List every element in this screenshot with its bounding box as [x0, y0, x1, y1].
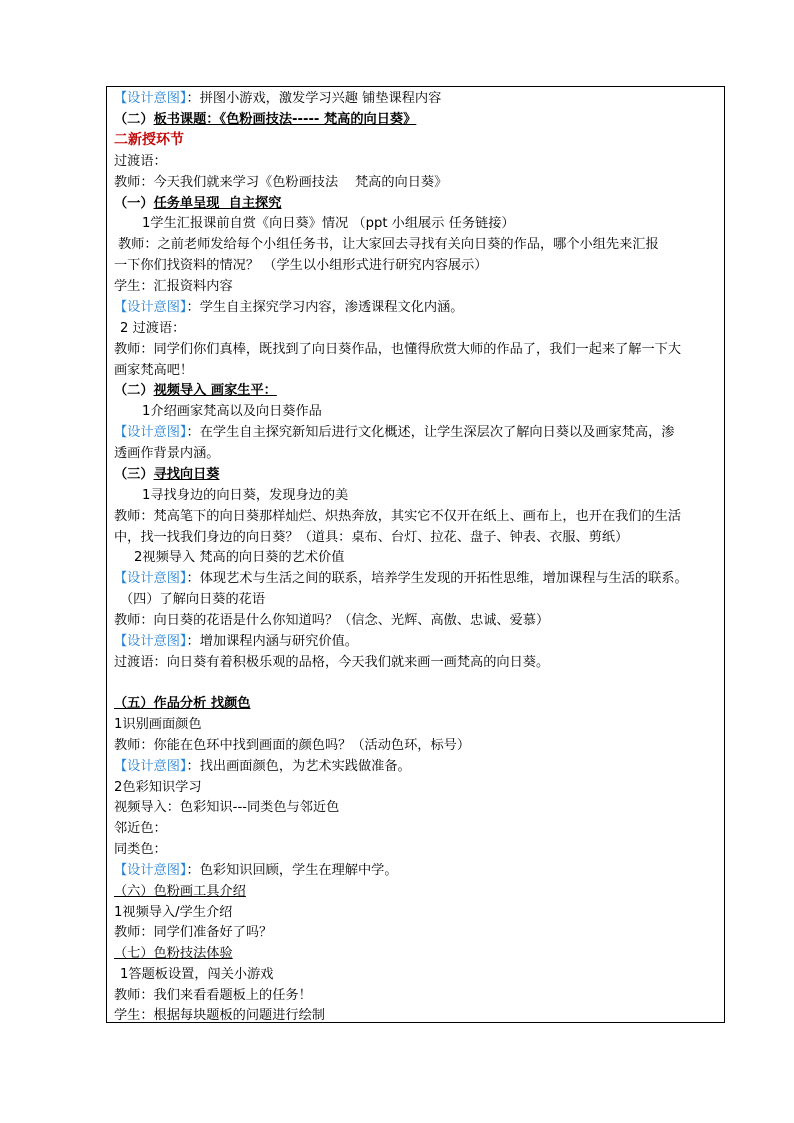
step-line: 2视频导入 梵高的向日葵的艺术价值 [134, 550, 345, 565]
design-intent-tag: 【设计意图】 [114, 425, 187, 440]
teacher-line: 教师：同学们准备好了吗？ [114, 925, 273, 940]
step-line: 1学生汇报课前自赏《向日葵》情况 （ppt 小组展示 任务链接） [142, 216, 515, 231]
student-line: 学生：根据每块题板的问题进行绘制 [114, 1008, 325, 1023]
section-number: （二） [114, 112, 154, 127]
teacher-line: 教师：之前老师发给每个小组任务书，让大家回去寻找有关向日葵的作品，哪个小组先来汇报 [118, 237, 659, 252]
design-intent-tag: 【设计意图】 [114, 571, 187, 586]
text: ：找出画面颜色，为艺术实践做准备。 [186, 759, 411, 774]
design-intent-line-6 [114, 756, 411, 777]
step-line: 1识别画面颜色 [114, 717, 202, 732]
text: ：增加课程内涵与研究价值。 [186, 634, 358, 649]
subsection-heading-analysis: （五）作品分析 找颜色 [114, 696, 251, 711]
step-line: 1答题板设置，闯关小游戏 [120, 967, 274, 982]
subsection-title: 任务单呈现 自主探究 [153, 196, 282, 211]
teacher-line: 教师：今天我们就来学习《色粉画技法 梵高的向日葵》 [114, 175, 448, 190]
teacher-line: 教师：我们来看看题板上的任务！ [114, 988, 312, 1003]
design-intent-tag: 【设计意图】 [114, 634, 187, 649]
body-line: 一下你们找资料的情况？ （学生以小组形式进行研究内容展示） [114, 258, 488, 273]
design-intent-tag: 【设计意图】 [114, 300, 187, 315]
section-heading-new-teaching: 二新授环节 [114, 132, 184, 148]
text: ：体现艺术与生活之间的联系，培养学生发现的开拓性思维，增加课程与生活的联系。 [186, 571, 688, 586]
text: ：在学生自主探究新知后进行文化概述，让学生深层次了解向日葵以及画家梵高，渗 [186, 425, 675, 440]
step-line: 1介绍画家梵高以及向日葵作品 [142, 404, 322, 419]
subsection-heading-find [114, 464, 220, 485]
design-intent-line-1 [114, 88, 441, 109]
teacher-line: 教师：你能在色环中找到画面的颜色吗？（活动色环，标号） [114, 738, 471, 753]
subsection-heading-technique: （七）色粉技法体验 [114, 946, 233, 961]
teacher-line: 教师：向日葵的花语是什么你知道吗？（信念、光辉、高傲、忠诚、爱慕） [114, 613, 550, 628]
text: ：学生自主探究学习内容，渗透课程文化内涵。 [186, 300, 464, 315]
transition-line: 过渡语：向日葵有着积极乐观的品格，今天我们就来画一画梵高的向日葵。 [114, 655, 550, 670]
body-line: 中，找一找我们身边的向日葵？（道具：桌布、台灯、拉花、盘子、钟表、衣服、剪纸） [114, 530, 629, 545]
section-number: （二） [114, 383, 154, 398]
subsection-heading-video [114, 380, 277, 401]
teacher-line: 教师：同学们你们真棒，既找到了向日葵作品，也懂得欣赏大师的作品了，我们一起来了解一下大 [114, 342, 682, 357]
transition-label: 过渡语： [114, 154, 167, 169]
transition-line: 2 过渡语： [120, 321, 186, 336]
teacher-line: 教师：梵高笔下的向日葵那样灿烂、炽热奔放，其实它不仅开在纸上、画布上，也开在我们的生活 [114, 509, 682, 524]
design-intent-tag: 【设计意图】 [114, 863, 187, 878]
body-line: 透画作背景内涵。 [114, 446, 220, 461]
design-intent-line-7 [114, 860, 398, 881]
subsection-heading-task-sheet [114, 193, 281, 214]
text: ：拼图小游戏，激发学习兴趣 铺垫课程内容 [186, 91, 442, 106]
section-number: （三） [114, 467, 154, 482]
step-line: 1寻找身边的向日葵，发现身边的美 [142, 488, 349, 503]
body-line: 画家梵高吧！ [114, 363, 194, 378]
board-title-line [114, 109, 416, 130]
video-line: 视频导入：色彩知识---同类色与邻近色 [114, 800, 340, 815]
subsection-heading-flower-language: （四）了解向日葵的花语 [120, 592, 266, 607]
step-line: 2色彩知识学习 [114, 780, 202, 795]
subsection-heading-tools: （六）色粉画工具介绍 [114, 884, 246, 899]
design-intent-line-5 [114, 631, 358, 652]
subsection-title: 寻找向日葵 [153, 467, 220, 482]
adjacent-color-label: 邻近色： [114, 821, 167, 836]
board-title: 板书课题：《色粉画技法----- 梵高的向日葵》 [153, 112, 417, 127]
design-intent-tag: 【设计意图】 [114, 759, 187, 774]
design-intent-line-4 [114, 568, 688, 589]
subsection-title: 视频导入 画家生平： [153, 383, 277, 398]
text: ：色彩知识回顾，学生在理解中学。 [186, 863, 398, 878]
student-line: 学生：汇报资料内容 [114, 279, 233, 294]
design-intent-line-3 [114, 422, 674, 443]
similar-color-label: 同类色： [114, 842, 167, 857]
design-intent-line-2 [114, 297, 463, 318]
design-intent-tag: 【设计意图】 [114, 91, 187, 106]
step-line: 1视频导入/学生介绍 [114, 905, 233, 920]
section-number: （一） [114, 196, 154, 211]
